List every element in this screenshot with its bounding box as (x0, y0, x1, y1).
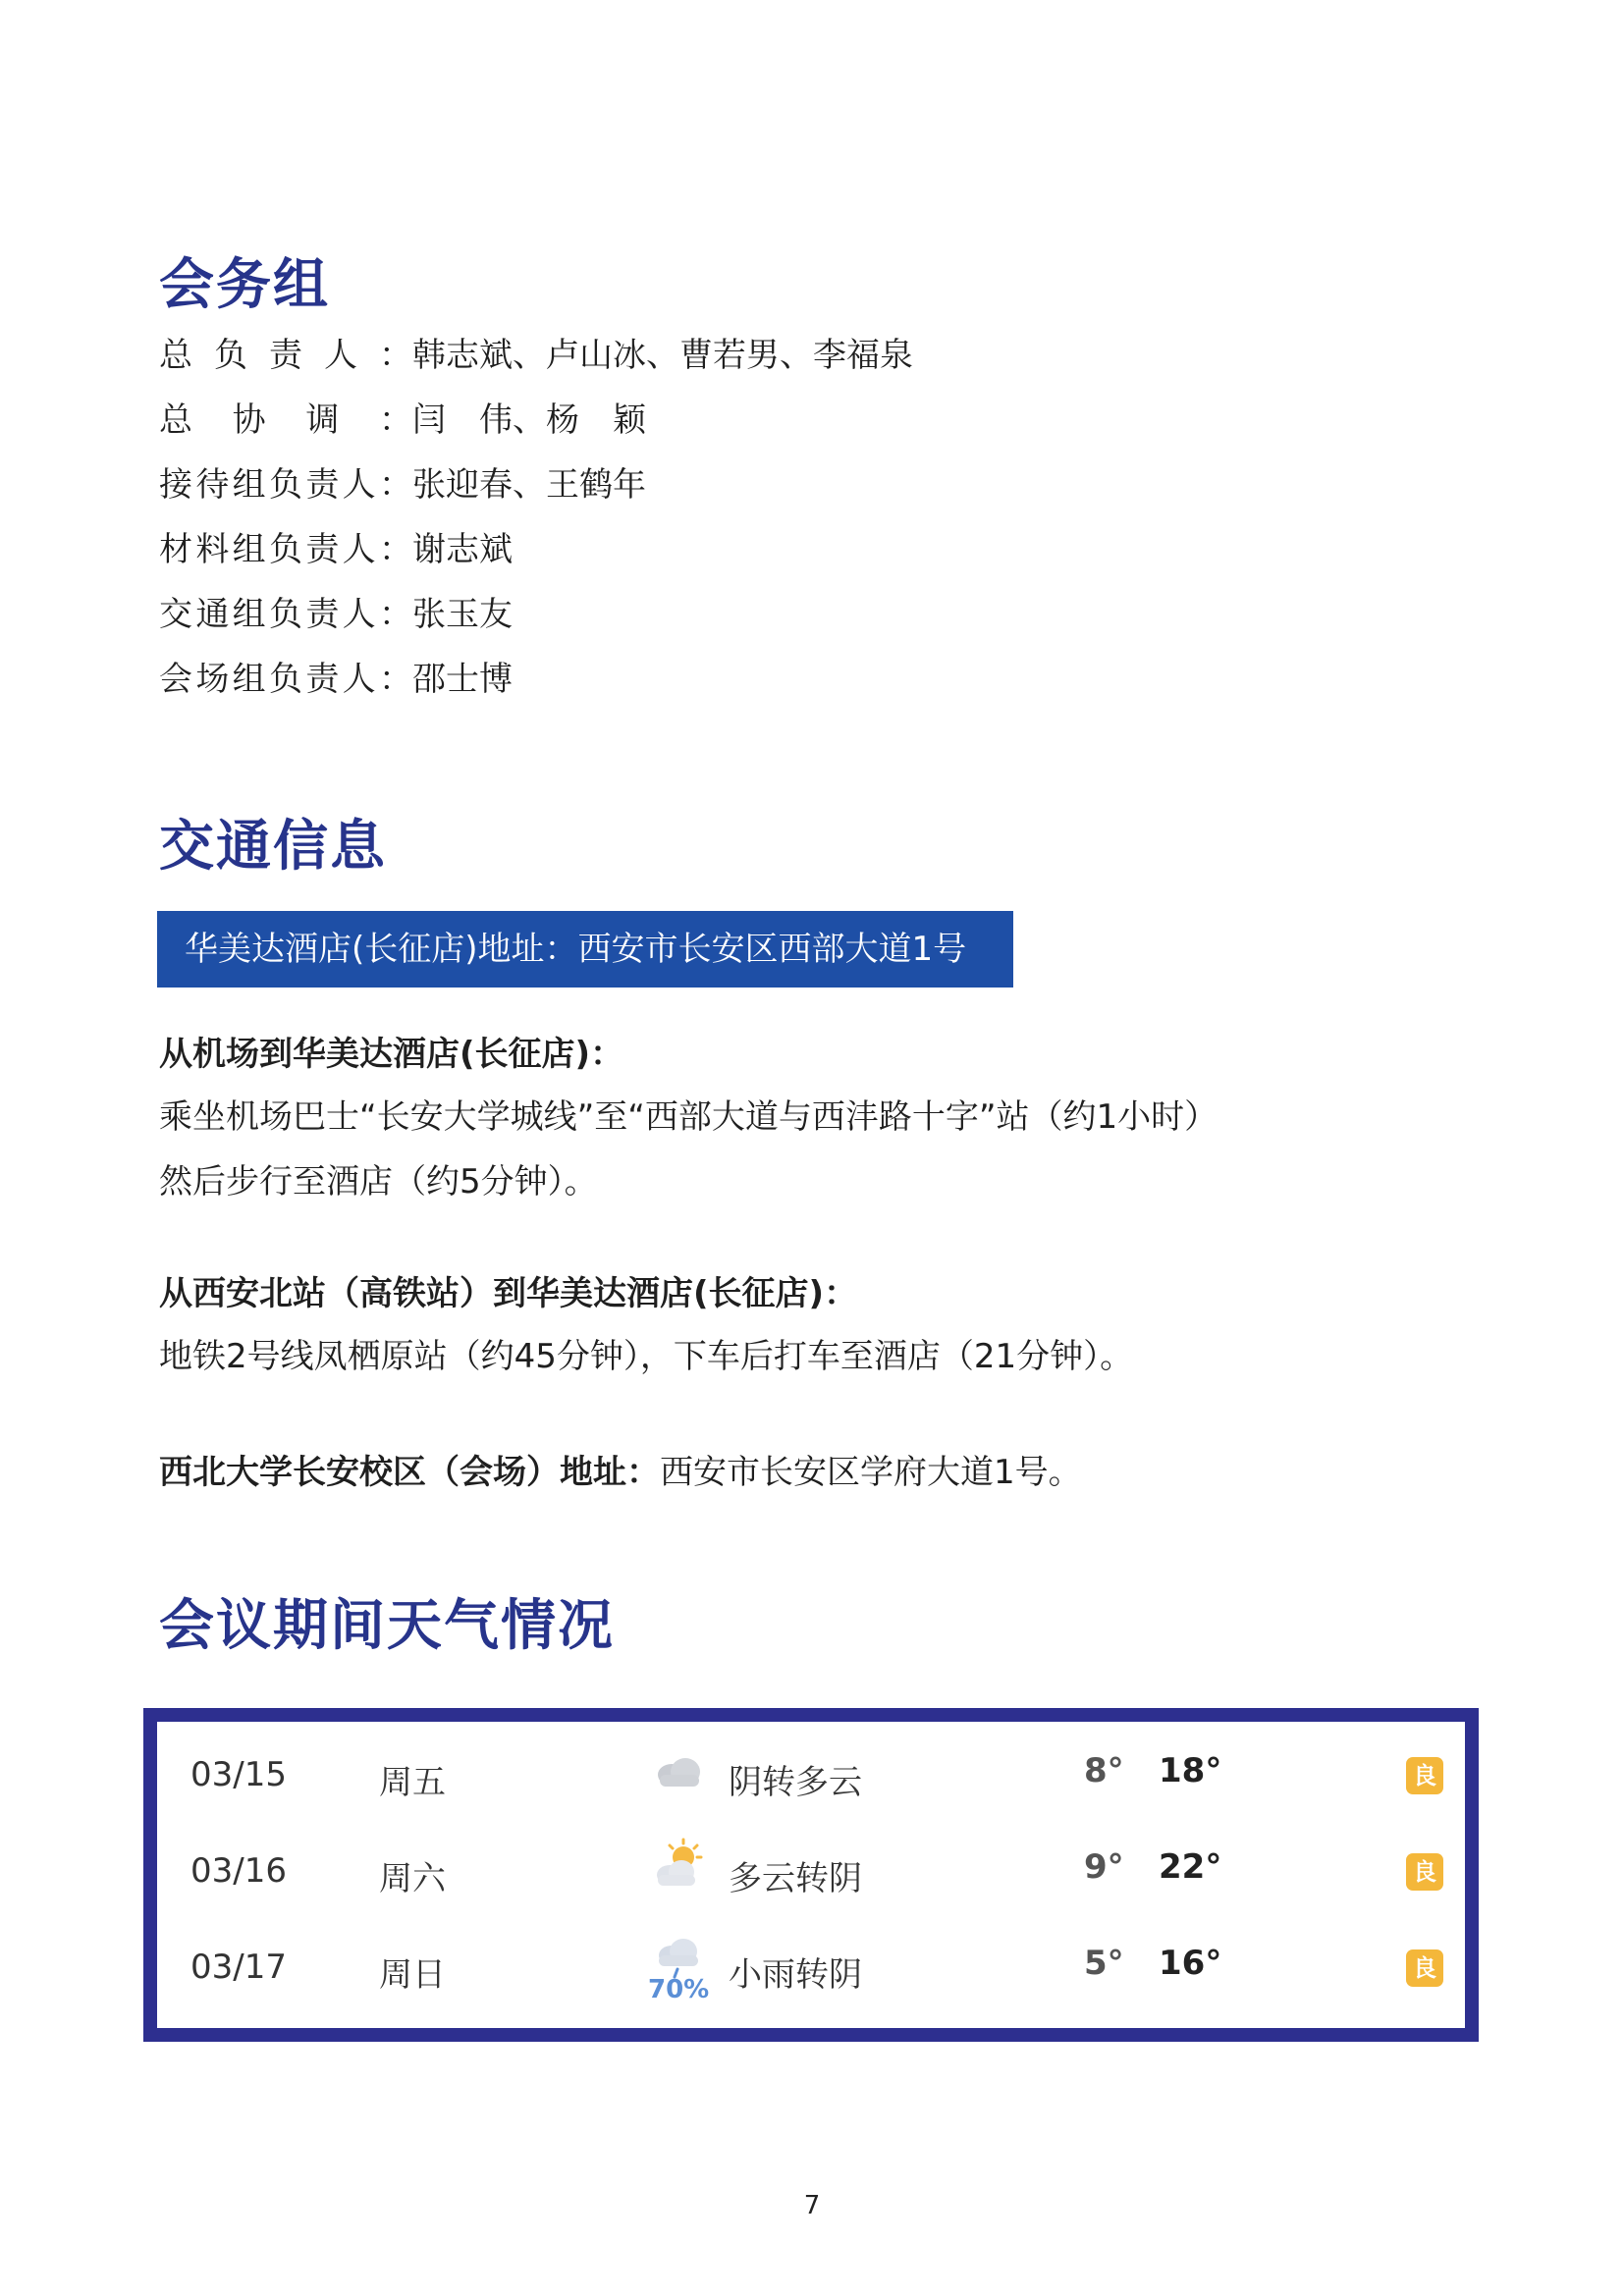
rain-icon (648, 1932, 710, 2004)
staff-role: 接待组负责人： (159, 465, 412, 505)
weather-weekday: 周日 (379, 1955, 446, 1995)
page-number: 7 (803, 2191, 821, 2220)
weather-weekday: 周六 (379, 1859, 446, 1898)
section-title-conference-group: 会务组 (159, 253, 330, 317)
weather-weekday: 周五 (379, 1763, 446, 1802)
air-quality-badge: 良 (1406, 1757, 1443, 1794)
weather-high: 22° (1159, 1847, 1222, 1887)
staff-row (159, 465, 646, 505)
air-quality-badge: 良 (1406, 1949, 1443, 1987)
weather-desc: 阴转多云 (729, 1763, 862, 1802)
staff-names: 邵士博 (412, 660, 513, 699)
staff-role: 总协调： (159, 400, 412, 440)
staff-names: 谢志斌 (412, 530, 513, 569)
weather-row (157, 1747, 1465, 1806)
weather-row (157, 1843, 1465, 1902)
staff-role: 会场组负责人： (159, 660, 412, 699)
staff-role: 交通组负责人： (159, 595, 412, 634)
venue-address (159, 1453, 1082, 1492)
weather-desc: 多云转阴 (729, 1859, 862, 1898)
airport-route-heading: 从机场到华美达酒店(长征店)： (159, 1035, 624, 1074)
staff-role: 材料组负责人： (159, 530, 412, 569)
weather-row (157, 1940, 1465, 2004)
staff-role: 总负责人： (159, 336, 412, 375)
weather-high: 18° (1159, 1751, 1222, 1790)
cloudy-icon (648, 1739, 707, 1798)
staff-names: 闫 伟、杨 颖 (412, 400, 646, 440)
venue-label: 西北大学长安校区（会场）地址： (159, 1453, 660, 1492)
staff-row (159, 336, 913, 375)
airport-route-line: 乘坐机场巴士“长安大学城线”至“西部大道与西沣路十字”站（约1小时） (159, 1097, 1218, 1137)
airport-route-line: 然后步行至酒店（约5分钟）。 (159, 1162, 598, 1201)
station-route-line: 地铁2号线凤栖原站（约45分钟），下车后打车至酒店（21分钟）。 (159, 1337, 1134, 1376)
station-route-heading: 从西安北站（高铁站）到华美达酒店(长征店)： (159, 1274, 858, 1313)
air-quality-badge: 良 (1406, 1853, 1443, 1891)
weather-date: 03/16 (190, 1851, 287, 1891)
section-title-weather: 会议期间天气情况 (159, 1594, 615, 1658)
weather-date: 03/17 (190, 1948, 287, 1987)
weather-high: 16° (1159, 1944, 1222, 1983)
staff-names: 韩志斌、卢山冰、曹若男、李福泉 (412, 336, 913, 375)
venue-value: 西安市长安区学府大道1号。 (660, 1453, 1082, 1492)
precipitation-chance: 70% (648, 1975, 710, 2004)
weather-low: 5° (1084, 1944, 1124, 1983)
staff-row (159, 660, 513, 699)
section-title-transport: 交通信息 (159, 815, 387, 879)
staff-row (159, 400, 646, 440)
weather-desc: 小雨转阴 (729, 1955, 862, 1995)
weather-low: 9° (1084, 1847, 1124, 1887)
partly-cloudy-icon (648, 1836, 707, 1895)
weather-date: 03/15 (190, 1755, 287, 1794)
weather-table (143, 1708, 1479, 2042)
staff-names: 张玉友 (412, 595, 513, 634)
hotel-address-banner: 华美达酒店(长征店)地址：西安市长安区西部大道1号 (157, 911, 1013, 988)
staff-row (159, 530, 513, 569)
staff-row (159, 595, 513, 634)
weather-low: 8° (1084, 1751, 1124, 1790)
staff-names: 张迎春、王鹤年 (412, 465, 646, 505)
